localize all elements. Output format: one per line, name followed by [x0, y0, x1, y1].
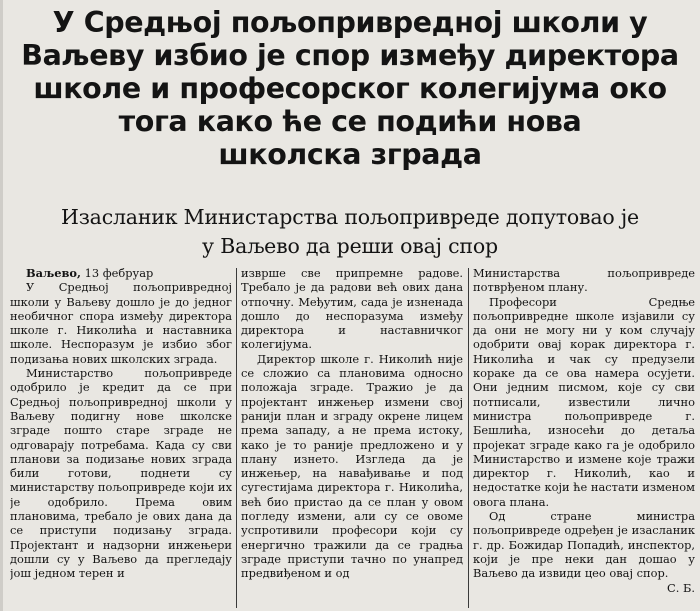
dateline-paragraph — [10, 266, 232, 280]
article-headline — [4, 6, 696, 171]
article-column-3 — [473, 266, 695, 611]
body-paragraph: Од стране министра пољопривреде одређен је изасланик г. др. Божидар Попадић, инспектор, који је пре неки дан дошао у Ваљево да извиди цео овај спор. — [473, 509, 695, 581]
body-paragraph: изврше све припремне радове. Требало је да радови већ ових дана отпочну. Међутим, сада је изненада дошло до неспоразума између директора и наставничког колегијума. — [241, 266, 463, 352]
headline-line: Ваљеву избио је спор између директора — [21, 39, 679, 72]
body-paragraph: У Средњој пољопривредној школи у Ваљеву дошло је до једног необичног спора између директора школе г. Николића и наставника школе. Неспоразум је избио због подизања нових школских зграда. — [10, 280, 232, 366]
article-subheadline — [4, 203, 696, 261]
author-signature: С. Б. — [667, 580, 695, 595]
column-divider — [236, 268, 237, 608]
subhead-line: Изасланик Министарства пољопривреде допутовао је — [61, 205, 639, 229]
subhead-line: у Ваљево да реши овај спор — [202, 234, 498, 258]
page-edge — [0, 0, 3, 611]
headline-line: школска зграда — [218, 138, 482, 171]
body-paragraph: Директор школе г. Николић није се сложио са плановима односно положаја зграде. Тражио је да пројектант инжењер измени свој ранији план и зграду окрене лицем према западу, а не према истоку, како је то раније предложено и у плану изнето. Изгледа да је инжењер, на навађивање и под сугестијама директора г. Николића, већ био пристао да се план у овом погледу измени, али су се овоме успротивили професори који су енергично тражили да се градња зграде приступи тачно по унапред предвиђеном и од — [241, 351, 463, 581]
dateline-date: 13 фебруар — [80, 266, 154, 280]
headline-line: школе и професорског колегијума око — [33, 72, 667, 105]
headline-line: тога како ће се подићи нова — [118, 105, 582, 138]
article-column-1 — [10, 266, 232, 611]
body-paragraph: Професори Средње пољопривредне школе изјавили су да они не могу ни у ком случају одобрити овај корак директора г. Николића и чак су предузели кораке да се ова намера осујети. Они једним писмом, које су сви потписали, известили лично министра пољопривреде г. Бешлића, износећи до детаља пројекат зграде како га је одобрило Министарство и измене које тражи директор г. Николић, као и недостатке који ће настати изменом овога плана. — [473, 294, 695, 509]
column-divider — [468, 268, 469, 608]
headline-line: У Средњој пољопривредној школи у — [52, 6, 648, 39]
dateline-place: Ваљево, — [26, 266, 81, 280]
article-column-2 — [241, 266, 463, 611]
body-paragraph: Министарство пољопривреде одобрило је кредит да се при Средњој пољопривредној школи у Ваљеву подигну нове школске зграде пошто старе зграде не одговарају потребама. Када су сви планови за подизање нових зграда били готови, поднети су министарству пољопривреде који их је одобрило. Према овим плановима, требало је ових дана да се приступи подизању зграда. Пројектант и надзорни инжењери дошли су у Ваљево да прегледају још једном терен и — [10, 366, 232, 581]
body-paragraph: Министарства пољопривреде потврђеном плану. — [473, 266, 695, 295]
